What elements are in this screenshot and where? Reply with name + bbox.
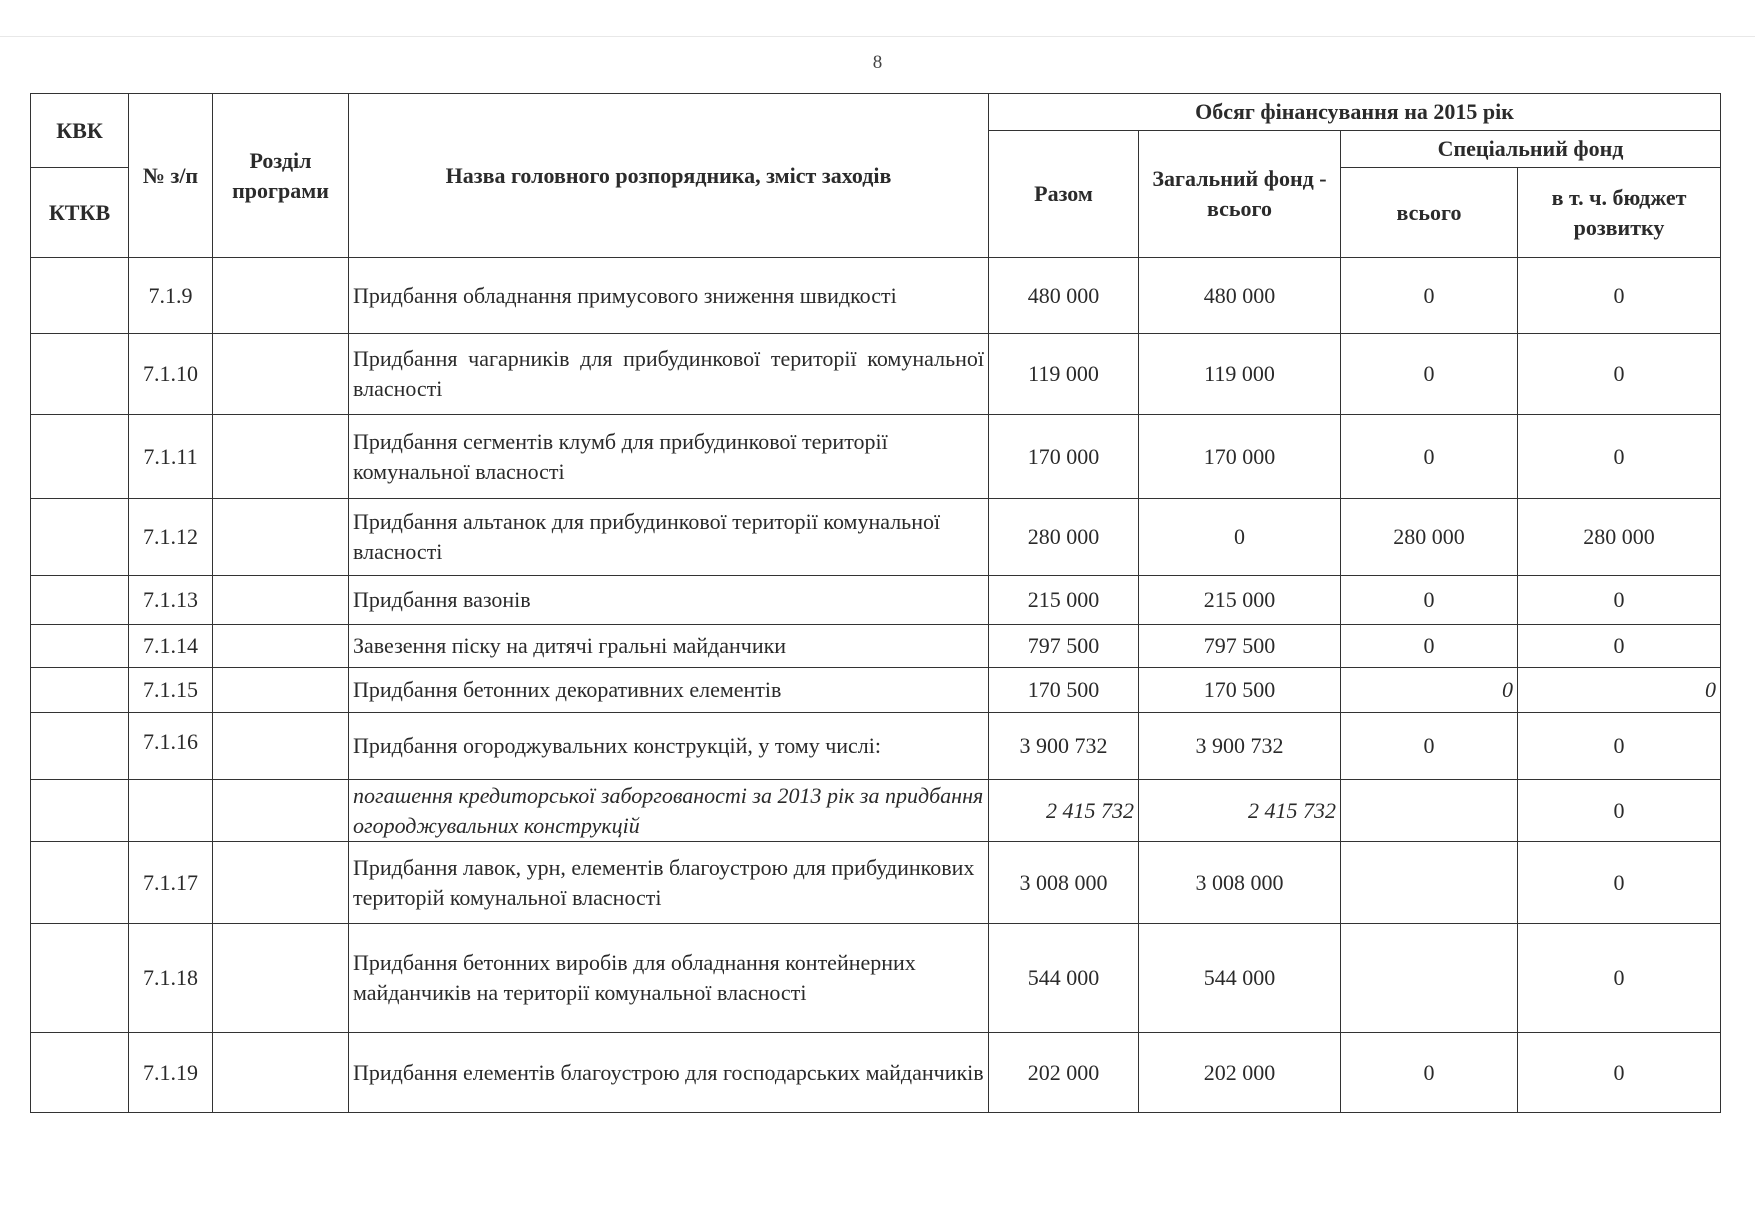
cell-section <box>213 576 349 625</box>
cell-num: 7.1.16 <box>129 713 213 780</box>
cell-special: 0 <box>1341 334 1518 415</box>
table-row <box>31 713 1721 780</box>
cell-num: 7.1.18 <box>129 924 213 1033</box>
cell-num: 7.1.10 <box>129 334 213 415</box>
header-kvk: КВК <box>31 94 129 168</box>
cell-total: 170 000 <box>989 415 1139 499</box>
cell-general: 119 000 <box>1139 334 1341 415</box>
cell-num: 7.1.17 <box>129 842 213 924</box>
cell-kvk <box>31 668 129 713</box>
cell-name: Придбання бетонних виробів для обладнання контейнерних майданчиків на території комунальної власності <box>349 924 989 1033</box>
cell-name: Придбання лавок, урн, елементів благоустрою для прибудинкових територій комунальної власності <box>349 842 989 924</box>
cell-name: Придбання елементів благоустрою для господарських майданчиків <box>349 1033 989 1113</box>
cell-development: 0 <box>1518 415 1721 499</box>
cell-special: 0 <box>1341 576 1518 625</box>
cell-total: 170 500 <box>989 668 1139 713</box>
header-funding-title: Обсяг фінансування на 2015 рік <box>989 94 1721 131</box>
cell-kvk <box>31 780 129 842</box>
header-name: Назва головного розпорядника, зміст заходів <box>349 94 989 258</box>
cell-name: Придбання альтанок для прибудинкової території комунальної власності <box>349 499 989 576</box>
cell-total: 280 000 <box>989 499 1139 576</box>
cell-name: Придбання чагарників для прибудинкової території комунальної власності <box>349 334 989 415</box>
cell-kvk <box>31 625 129 668</box>
cell-special: 0 <box>1341 1033 1518 1113</box>
cell-num: 7.1.12 <box>129 499 213 576</box>
cell-kvk <box>31 415 129 499</box>
cell-general: 170 500 <box>1139 668 1341 713</box>
table-row-sub <box>31 780 1721 842</box>
cell-special: 0 <box>1341 713 1518 780</box>
table-row <box>31 334 1721 415</box>
header-num: № з/п <box>129 94 213 258</box>
cell-development: 0 <box>1518 1033 1721 1113</box>
cell-special <box>1341 780 1518 842</box>
cell-development: 0 <box>1518 713 1721 780</box>
cell-development: 0 <box>1518 258 1721 334</box>
cell-general: 3 900 732 <box>1139 713 1341 780</box>
cell-development: 0 <box>1518 334 1721 415</box>
cell-general: 797 500 <box>1139 625 1341 668</box>
cell-special <box>1341 924 1518 1033</box>
cell-total: 3 008 000 <box>989 842 1139 924</box>
cell-development: 0 <box>1518 668 1721 713</box>
table-row <box>31 258 1721 334</box>
cell-total: 3 900 732 <box>989 713 1139 780</box>
cell-section <box>213 1033 349 1113</box>
cell-total: 480 000 <box>989 258 1139 334</box>
cell-section <box>213 924 349 1033</box>
table-row <box>31 499 1721 576</box>
cell-general: 480 000 <box>1139 258 1341 334</box>
cell-kvk <box>31 499 129 576</box>
header-section: Розділ програми <box>213 94 349 258</box>
cell-section <box>213 713 349 780</box>
cell-num: 7.1.9 <box>129 258 213 334</box>
table-row <box>31 415 1721 499</box>
cell-total: 797 500 <box>989 625 1139 668</box>
cell-num: 7.1.14 <box>129 625 213 668</box>
cell-kvk <box>31 842 129 924</box>
cell-total: 119 000 <box>989 334 1139 415</box>
cell-kvk <box>31 334 129 415</box>
cell-name: Придбання бетонних декоративних елементів <box>349 668 989 713</box>
table-row <box>31 1033 1721 1113</box>
header-ktkv: КТКВ <box>31 168 129 258</box>
cell-section <box>213 842 349 924</box>
cell-special: 0 <box>1341 258 1518 334</box>
cell-total: 544 000 <box>989 924 1139 1033</box>
cell-general: 2 415 732 <box>1139 780 1341 842</box>
cell-general: 170 000 <box>1139 415 1341 499</box>
cell-total: 2 415 732 <box>989 780 1139 842</box>
funding-table <box>30 93 1721 1113</box>
table-row <box>31 625 1721 668</box>
cell-num: 7.1.11 <box>129 415 213 499</box>
header-total: Разом <box>989 131 1139 258</box>
cell-kvk <box>31 258 129 334</box>
cell-num: 7.1.19 <box>129 1033 213 1113</box>
cell-development: 0 <box>1518 842 1721 924</box>
cell-special: 0 <box>1341 668 1518 713</box>
cell-name: Придбання огороджувальних конструкцій, у тому числі: <box>349 713 989 780</box>
cell-development: 0 <box>1518 625 1721 668</box>
cell-general: 0 <box>1139 499 1341 576</box>
table-row <box>31 842 1721 924</box>
cell-section <box>213 668 349 713</box>
cell-section <box>213 258 349 334</box>
cell-name: погашення кредиторської заборгованості за 2013 рік за придбання огороджувальних конструкцій <box>349 780 989 842</box>
cell-general: 215 000 <box>1139 576 1341 625</box>
cell-special: 0 <box>1341 625 1518 668</box>
cell-special: 280 000 <box>1341 499 1518 576</box>
cell-num: 7.1.15 <box>129 668 213 713</box>
cell-kvk <box>31 924 129 1033</box>
cell-section <box>213 415 349 499</box>
header-general-fund: Загальний фонд - всього <box>1139 131 1341 258</box>
table-row <box>31 924 1721 1033</box>
cell-section <box>213 780 349 842</box>
cell-section <box>213 499 349 576</box>
cell-kvk <box>31 713 129 780</box>
cell-name: Придбання вазонів <box>349 576 989 625</box>
cell-development: 0 <box>1518 924 1721 1033</box>
cell-total: 202 000 <box>989 1033 1139 1113</box>
cell-general: 3 008 000 <box>1139 842 1341 924</box>
cell-name: Придбання сегментів клумб для прибудинкової території комунальної власності <box>349 415 989 499</box>
cell-special: 0 <box>1341 415 1518 499</box>
header-special-fund: Спеціальний фонд <box>1341 131 1721 168</box>
table-row <box>31 668 1721 713</box>
cell-section <box>213 625 349 668</box>
table-row <box>31 576 1721 625</box>
cell-general: 202 000 <box>1139 1033 1341 1113</box>
cell-total: 215 000 <box>989 576 1139 625</box>
cell-num <box>129 780 213 842</box>
cell-development: 280 000 <box>1518 499 1721 576</box>
cell-name: Придбання обладнання примусового зниження швидкості <box>349 258 989 334</box>
cell-special <box>1341 842 1518 924</box>
cell-kvk <box>31 576 129 625</box>
header-development-budget: в т. ч. бюджет розвитку <box>1518 168 1721 258</box>
cell-development: 0 <box>1518 780 1721 842</box>
cell-num: 7.1.13 <box>129 576 213 625</box>
cell-general: 544 000 <box>1139 924 1341 1033</box>
header-special-total: всього <box>1341 168 1518 258</box>
cell-name: Завезення піску на дитячі гральні майданчики <box>349 625 989 668</box>
page-number: 8 <box>872 52 883 73</box>
cell-kvk <box>31 1033 129 1113</box>
cell-section <box>213 334 349 415</box>
cell-development: 0 <box>1518 576 1721 625</box>
scan-edge-line <box>0 36 1755 37</box>
